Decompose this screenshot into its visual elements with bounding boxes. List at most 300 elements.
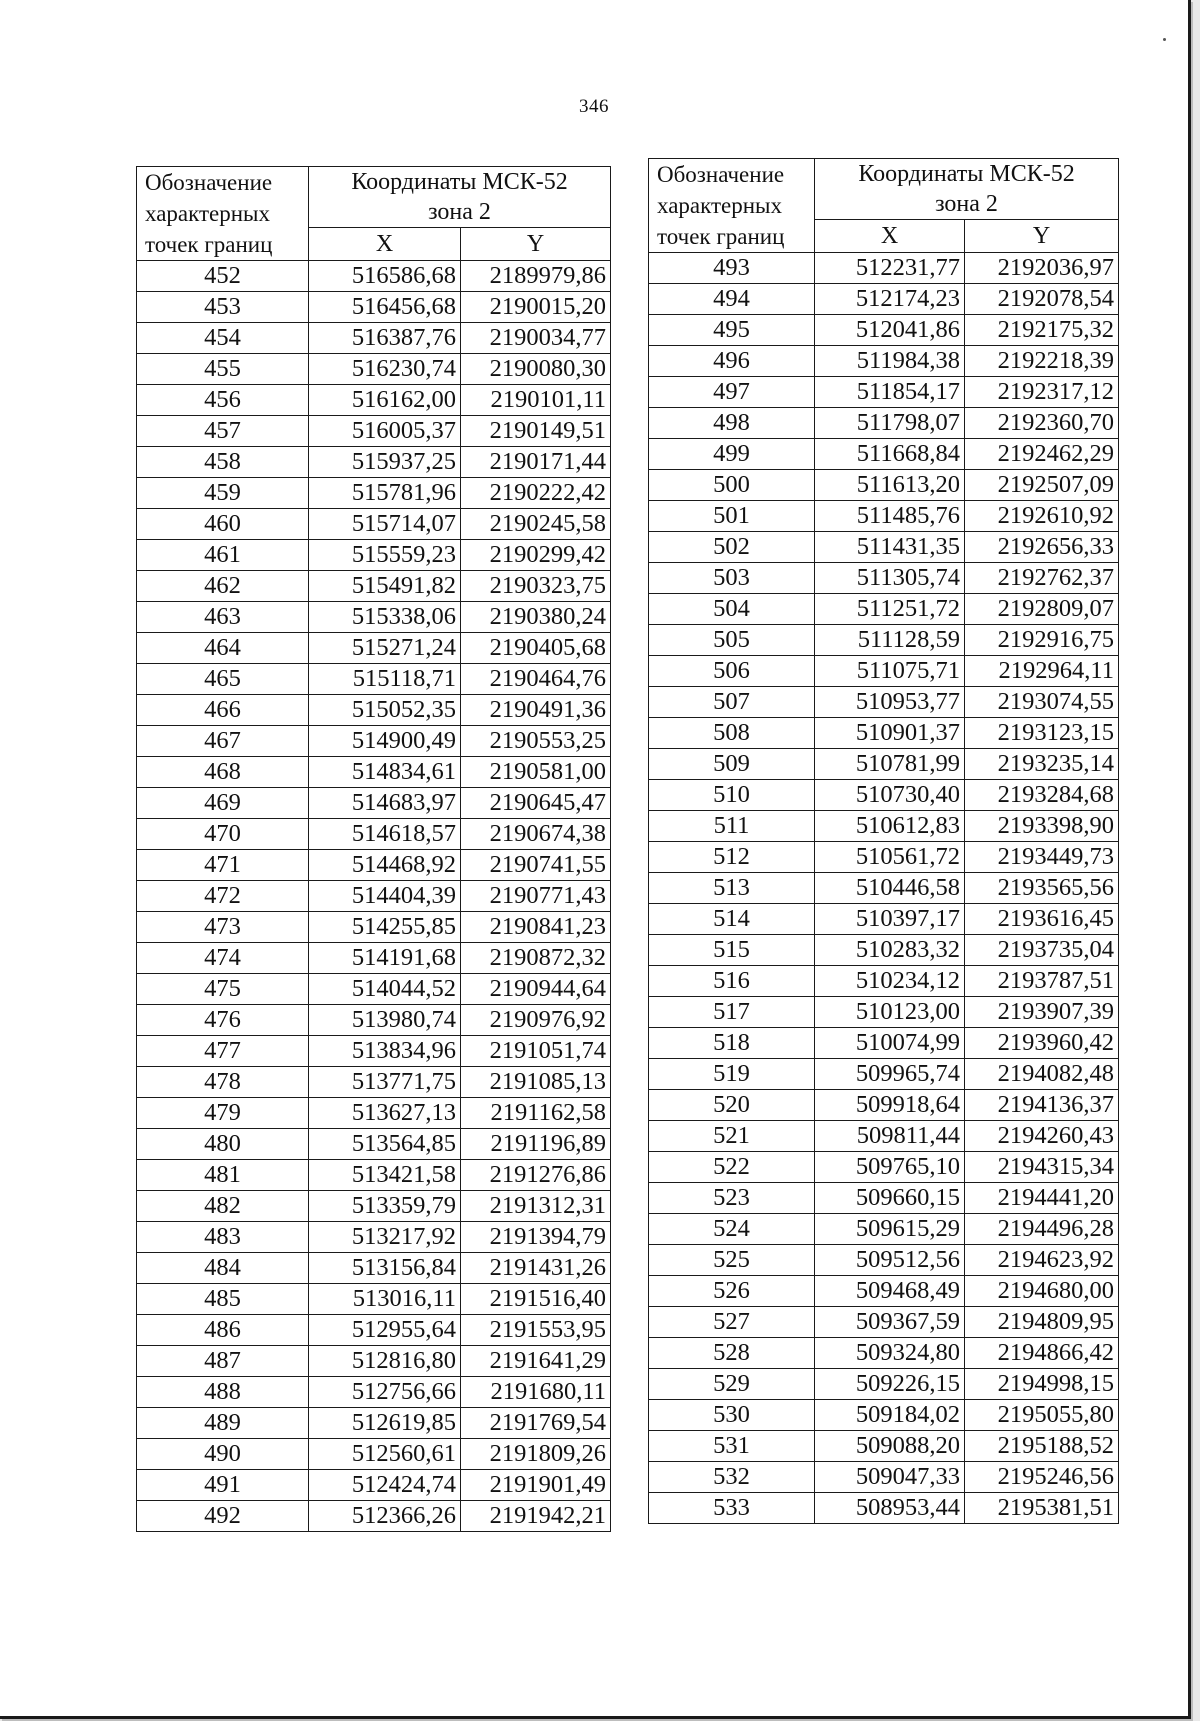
header-row-top bbox=[137, 167, 611, 228]
table-row bbox=[649, 997, 1119, 1028]
y-coordinate-cell: 2190491,36 bbox=[461, 695, 611, 726]
y-coordinate-cell: 2190149,51 bbox=[461, 416, 611, 447]
table-row bbox=[137, 1067, 611, 1098]
table-row bbox=[649, 470, 1119, 501]
x-coordinate-cell: 514191,68 bbox=[309, 943, 461, 974]
y-coordinate-cell: 2190080,30 bbox=[461, 354, 611, 385]
y-coordinate-cell: 2192656,33 bbox=[965, 532, 1119, 563]
x-coordinate-cell: 511854,17 bbox=[815, 377, 965, 408]
point-id-cell: 455 bbox=[137, 354, 309, 385]
x-coordinate-cell: 512231,77 bbox=[815, 253, 965, 284]
y-coordinate-cell: 2190944,64 bbox=[461, 974, 611, 1005]
x-coordinate-cell: 509468,49 bbox=[815, 1276, 965, 1307]
point-id-cell: 526 bbox=[649, 1276, 815, 1307]
y-coordinate-cell: 2190101,11 bbox=[461, 385, 611, 416]
y-coordinate-cell: 2194082,48 bbox=[965, 1059, 1119, 1090]
x-coordinate-cell: 515937,25 bbox=[309, 447, 461, 478]
x-coordinate-cell: 510781,99 bbox=[815, 749, 965, 780]
point-id-cell: 484 bbox=[137, 1253, 309, 1284]
y-coordinate-cell: 2190581,00 bbox=[461, 757, 611, 788]
table-row bbox=[137, 571, 611, 602]
x-coordinate-cell: 509811,44 bbox=[815, 1121, 965, 1152]
x-coordinate-cell: 511305,74 bbox=[815, 563, 965, 594]
point-id-cell: 520 bbox=[649, 1090, 815, 1121]
point-id-cell: 459 bbox=[137, 478, 309, 509]
table-row bbox=[137, 1222, 611, 1253]
x-coordinate-cell: 512366,26 bbox=[309, 1501, 461, 1532]
point-id-cell: 458 bbox=[137, 447, 309, 478]
table-row bbox=[137, 509, 611, 540]
x-coordinate-cell: 510234,12 bbox=[815, 966, 965, 997]
x-coordinate-cell: 512955,64 bbox=[309, 1315, 461, 1346]
y-coordinate-cell: 2190245,58 bbox=[461, 509, 611, 540]
x-coordinate-cell: 510901,37 bbox=[815, 718, 965, 749]
y-coordinate-cell: 2194441,20 bbox=[965, 1183, 1119, 1214]
x-coordinate-cell: 513359,79 bbox=[309, 1191, 461, 1222]
header-line: зона 2 bbox=[428, 199, 491, 225]
y-coordinate-cell: 2191394,79 bbox=[461, 1222, 611, 1253]
point-id-cell: 498 bbox=[649, 408, 815, 439]
x-coordinate-cell: 516005,37 bbox=[309, 416, 461, 447]
table-row bbox=[137, 1408, 611, 1439]
x-coordinate-cell: 510953,77 bbox=[815, 687, 965, 718]
point-id-cell: 491 bbox=[137, 1470, 309, 1501]
table-row bbox=[137, 633, 611, 664]
x-coordinate-cell: 513016,11 bbox=[309, 1284, 461, 1315]
table-row bbox=[649, 1338, 1119, 1369]
table-row bbox=[649, 966, 1119, 997]
y-coordinate-cell: 2190976,92 bbox=[461, 1005, 611, 1036]
y-coordinate-cell: 2191769,54 bbox=[461, 1408, 611, 1439]
point-id-cell: 521 bbox=[649, 1121, 815, 1152]
x-coordinate-cell: 515338,06 bbox=[309, 602, 461, 633]
y-coordinate-cell: 2194998,15 bbox=[965, 1369, 1119, 1400]
y-coordinate-cell: 2192610,92 bbox=[965, 501, 1119, 532]
header-line: Обозначение bbox=[657, 162, 785, 187]
x-coordinate-cell: 511984,38 bbox=[815, 346, 965, 377]
y-coordinate-cell: 2193735,04 bbox=[965, 935, 1119, 966]
point-id-cell: 513 bbox=[649, 873, 815, 904]
table-row bbox=[649, 749, 1119, 780]
table-row bbox=[137, 447, 611, 478]
y-coordinate-cell: 2194496,28 bbox=[965, 1214, 1119, 1245]
x-coordinate-cell: 511485,76 bbox=[815, 501, 965, 532]
table-row bbox=[649, 284, 1119, 315]
y-coordinate-cell: 2193284,68 bbox=[965, 780, 1119, 811]
x-coordinate-cell: 515559,23 bbox=[309, 540, 461, 571]
x-coordinate-cell: 513421,58 bbox=[309, 1160, 461, 1191]
table-row bbox=[649, 253, 1119, 284]
x-coordinate-cell: 510123,00 bbox=[815, 997, 965, 1028]
y-coordinate-cell: 2190171,44 bbox=[461, 447, 611, 478]
x-coordinate-cell: 509184,02 bbox=[815, 1400, 965, 1431]
x-coordinate-cell: 509918,64 bbox=[815, 1090, 965, 1121]
y-coordinate-cell: 2190299,42 bbox=[461, 540, 611, 571]
x-coordinate-cell: 512560,61 bbox=[309, 1439, 461, 1470]
x-coordinate-cell: 515271,24 bbox=[309, 633, 461, 664]
table-row bbox=[649, 315, 1119, 346]
table-row bbox=[649, 346, 1119, 377]
point-id-cell: 522 bbox=[649, 1152, 815, 1183]
x-coordinate-cell: 510074,99 bbox=[815, 1028, 965, 1059]
table-row bbox=[649, 842, 1119, 873]
x-coordinate-cell: 512174,23 bbox=[815, 284, 965, 315]
table-row bbox=[649, 718, 1119, 749]
point-id-cell: 514 bbox=[649, 904, 815, 935]
table-row bbox=[649, 1276, 1119, 1307]
table-row bbox=[137, 1191, 611, 1222]
y-coordinate-cell: 2192507,09 bbox=[965, 470, 1119, 501]
x-coordinate-cell: 509047,33 bbox=[815, 1462, 965, 1493]
point-id-cell: 500 bbox=[649, 470, 815, 501]
table-row bbox=[649, 1369, 1119, 1400]
x-coordinate-cell: 509512,56 bbox=[815, 1245, 965, 1276]
table-row bbox=[649, 439, 1119, 470]
point-id-cell: 465 bbox=[137, 664, 309, 695]
table-row bbox=[649, 377, 1119, 408]
x-coordinate-cell: 510561,72 bbox=[815, 842, 965, 873]
y-coordinate-cell: 2189979,86 bbox=[461, 261, 611, 292]
y-coordinate-cell: 2191051,74 bbox=[461, 1036, 611, 1067]
point-id-cell: 486 bbox=[137, 1315, 309, 1346]
y-coordinate-cell: 2194623,92 bbox=[965, 1245, 1119, 1276]
point-id-cell: 529 bbox=[649, 1369, 815, 1400]
y-coordinate-cell: 2193123,15 bbox=[965, 718, 1119, 749]
y-coordinate-cell: 2190771,43 bbox=[461, 881, 611, 912]
table-row bbox=[649, 594, 1119, 625]
table-row bbox=[649, 532, 1119, 563]
x-coordinate-cell: 514900,49 bbox=[309, 726, 461, 757]
x-coordinate-cell: 514683,97 bbox=[309, 788, 461, 819]
y-coordinate-cell: 2191680,11 bbox=[461, 1377, 611, 1408]
table-row bbox=[137, 1284, 611, 1315]
y-coordinate-cell: 2193616,45 bbox=[965, 904, 1119, 935]
y-coordinate-cell: 2190553,25 bbox=[461, 726, 611, 757]
table-row bbox=[137, 540, 611, 571]
x-coordinate-cell: 516387,76 bbox=[309, 323, 461, 354]
header-line: Обозначение bbox=[145, 170, 273, 195]
y-coordinate-cell: 2193787,51 bbox=[965, 966, 1119, 997]
point-id-cell: 483 bbox=[137, 1222, 309, 1253]
coordinate-system-header bbox=[815, 159, 1119, 220]
point-id-cell: 453 bbox=[137, 292, 309, 323]
point-id-cell: 479 bbox=[137, 1098, 309, 1129]
y-coordinate-cell: 2192809,07 bbox=[965, 594, 1119, 625]
x-coordinate-cell: 513834,96 bbox=[309, 1036, 461, 1067]
y-coordinate-cell: 2191085,13 bbox=[461, 1067, 611, 1098]
x-coordinate-cell: 509965,74 bbox=[815, 1059, 965, 1090]
point-id-cell: 485 bbox=[137, 1284, 309, 1315]
table-row bbox=[137, 912, 611, 943]
point-id-cell: 494 bbox=[649, 284, 815, 315]
y-coordinate-cell: 2190464,76 bbox=[461, 664, 611, 695]
x-coordinate-cell: 516586,68 bbox=[309, 261, 461, 292]
y-coordinate-cell: 2195055,80 bbox=[965, 1400, 1119, 1431]
table-row bbox=[649, 780, 1119, 811]
y-coordinate-cell: 2190674,38 bbox=[461, 819, 611, 850]
point-id-cell: 518 bbox=[649, 1028, 815, 1059]
y-coordinate-cell: 2190222,42 bbox=[461, 478, 611, 509]
header-line: точек границ bbox=[657, 224, 785, 249]
y-coordinate-cell: 2192916,75 bbox=[965, 625, 1119, 656]
y-coordinate-cell: 2191516,40 bbox=[461, 1284, 611, 1315]
table-row bbox=[137, 695, 611, 726]
table-row bbox=[137, 1098, 611, 1129]
point-id-cell: 476 bbox=[137, 1005, 309, 1036]
header-line: точек границ bbox=[145, 232, 273, 257]
x-coordinate-cell: 509226,15 bbox=[815, 1369, 965, 1400]
point-id-cell: 493 bbox=[649, 253, 815, 284]
point-id-cell: 474 bbox=[137, 943, 309, 974]
x-coordinate-cell: 509324,80 bbox=[815, 1338, 965, 1369]
x-column-header: X bbox=[309, 228, 461, 261]
y-coordinate-cell: 2190841,23 bbox=[461, 912, 611, 943]
table-row bbox=[649, 811, 1119, 842]
coordinates-table-right bbox=[648, 158, 1119, 1524]
y-coordinate-cell: 2192036,97 bbox=[965, 253, 1119, 284]
table-row bbox=[649, 1462, 1119, 1493]
point-id-cell: 527 bbox=[649, 1307, 815, 1338]
y-coordinate-cell: 2191196,89 bbox=[461, 1129, 611, 1160]
table-row bbox=[649, 1183, 1119, 1214]
table-row bbox=[137, 385, 611, 416]
y-coordinate-cell: 2193235,14 bbox=[965, 749, 1119, 780]
table-row bbox=[649, 1152, 1119, 1183]
x-coordinate-cell: 514404,39 bbox=[309, 881, 461, 912]
y-coordinate-cell: 2194809,95 bbox=[965, 1307, 1119, 1338]
table-row bbox=[137, 1377, 611, 1408]
table-row bbox=[649, 501, 1119, 532]
x-coordinate-cell: 511613,20 bbox=[815, 470, 965, 501]
point-id-cell: 457 bbox=[137, 416, 309, 447]
y-coordinate-cell: 2193960,42 bbox=[965, 1028, 1119, 1059]
table-row bbox=[649, 687, 1119, 718]
x-coordinate-cell: 516162,00 bbox=[309, 385, 461, 416]
table-row bbox=[137, 819, 611, 850]
y-coordinate-cell: 2190872,32 bbox=[461, 943, 611, 974]
table-row bbox=[137, 1129, 611, 1160]
header-line: Координаты МСК-52 bbox=[858, 161, 1075, 187]
table-row bbox=[137, 1501, 611, 1532]
x-coordinate-cell: 515118,71 bbox=[309, 664, 461, 695]
x-coordinate-cell: 511251,72 bbox=[815, 594, 965, 625]
point-id-cell: 487 bbox=[137, 1346, 309, 1377]
point-id-cell: 488 bbox=[137, 1377, 309, 1408]
header-line: зона 2 bbox=[935, 191, 998, 217]
table-row bbox=[649, 1090, 1119, 1121]
point-id-cell: 489 bbox=[137, 1408, 309, 1439]
point-id-cell: 492 bbox=[137, 1501, 309, 1532]
table-row bbox=[649, 408, 1119, 439]
y-coordinate-cell: 2193074,55 bbox=[965, 687, 1119, 718]
y-coordinate-cell: 2192078,54 bbox=[965, 284, 1119, 315]
header-line: Координаты МСК-52 bbox=[351, 169, 568, 195]
point-id-cell: 466 bbox=[137, 695, 309, 726]
point-id-cell: 506 bbox=[649, 656, 815, 687]
x-coordinate-cell: 511798,07 bbox=[815, 408, 965, 439]
x-coordinate-cell: 509765,10 bbox=[815, 1152, 965, 1183]
x-coordinate-cell: 513980,74 bbox=[309, 1005, 461, 1036]
point-id-cell: 482 bbox=[137, 1191, 309, 1222]
point-id-cell: 528 bbox=[649, 1338, 815, 1369]
table-row bbox=[137, 1005, 611, 1036]
table-row bbox=[649, 935, 1119, 966]
x-coordinate-cell: 514834,61 bbox=[309, 757, 461, 788]
y-coordinate-cell: 2192964,11 bbox=[965, 656, 1119, 687]
table-row bbox=[137, 354, 611, 385]
point-id-cell: 495 bbox=[649, 315, 815, 346]
table-row bbox=[649, 873, 1119, 904]
table-body-left bbox=[137, 261, 611, 1532]
x-coordinate-cell: 509088,20 bbox=[815, 1431, 965, 1462]
table-row bbox=[137, 664, 611, 695]
x-coordinate-cell: 509660,15 bbox=[815, 1183, 965, 1214]
point-id-cell: 469 bbox=[137, 788, 309, 819]
x-coordinate-cell: 512424,74 bbox=[309, 1470, 461, 1501]
y-coordinate-cell: 2193565,56 bbox=[965, 873, 1119, 904]
point-id-cell: 452 bbox=[137, 261, 309, 292]
point-id-cell: 507 bbox=[649, 687, 815, 718]
table-row bbox=[137, 261, 611, 292]
y-coordinate-cell: 2190741,55 bbox=[461, 850, 611, 881]
point-id-cell: 525 bbox=[649, 1245, 815, 1276]
point-id-cell: 478 bbox=[137, 1067, 309, 1098]
point-id-cell: 475 bbox=[137, 974, 309, 1005]
point-id-cell: 464 bbox=[137, 633, 309, 664]
table-row bbox=[649, 1121, 1119, 1152]
table-row bbox=[137, 1439, 611, 1470]
x-coordinate-cell: 512041,86 bbox=[815, 315, 965, 346]
point-id-cell: 531 bbox=[649, 1431, 815, 1462]
y-coordinate-cell: 2192462,29 bbox=[965, 439, 1119, 470]
table-row bbox=[137, 850, 611, 881]
table-row bbox=[649, 1028, 1119, 1059]
x-coordinate-cell: 509615,29 bbox=[815, 1214, 965, 1245]
table-row bbox=[137, 1160, 611, 1191]
y-coordinate-cell: 2190405,68 bbox=[461, 633, 611, 664]
point-id-cell: 481 bbox=[137, 1160, 309, 1191]
x-coordinate-cell: 511431,35 bbox=[815, 532, 965, 563]
point-designation-header bbox=[649, 159, 815, 253]
table-row bbox=[137, 292, 611, 323]
table-row bbox=[649, 1214, 1119, 1245]
y-coordinate-cell: 2191641,29 bbox=[461, 1346, 611, 1377]
table-row bbox=[137, 416, 611, 447]
point-id-cell: 511 bbox=[649, 811, 815, 842]
y-coordinate-cell: 2194315,34 bbox=[965, 1152, 1119, 1183]
point-id-cell: 490 bbox=[137, 1439, 309, 1470]
y-coordinate-cell: 2191553,95 bbox=[461, 1315, 611, 1346]
point-id-cell: 530 bbox=[649, 1400, 815, 1431]
point-id-cell: 473 bbox=[137, 912, 309, 943]
table-row bbox=[137, 726, 611, 757]
x-coordinate-cell: 513217,92 bbox=[309, 1222, 461, 1253]
coordinates-table-left bbox=[136, 166, 611, 1532]
table-row bbox=[137, 602, 611, 633]
x-coordinate-cell: 508953,44 bbox=[815, 1493, 965, 1524]
y-coordinate-cell: 2194866,42 bbox=[965, 1338, 1119, 1369]
y-coordinate-cell: 2191312,31 bbox=[461, 1191, 611, 1222]
y-coordinate-cell: 2194136,37 bbox=[965, 1090, 1119, 1121]
x-coordinate-cell: 512756,66 bbox=[309, 1377, 461, 1408]
y-coordinate-cell: 2194260,43 bbox=[965, 1121, 1119, 1152]
x-coordinate-cell: 509367,59 bbox=[815, 1307, 965, 1338]
table-row bbox=[137, 1470, 611, 1501]
point-id-cell: 523 bbox=[649, 1183, 815, 1214]
point-id-cell: 499 bbox=[649, 439, 815, 470]
point-id-cell: 509 bbox=[649, 749, 815, 780]
point-id-cell: 463 bbox=[137, 602, 309, 633]
table-row bbox=[137, 1346, 611, 1377]
point-id-cell: 480 bbox=[137, 1129, 309, 1160]
table-row bbox=[649, 1245, 1119, 1276]
x-coordinate-cell: 511075,71 bbox=[815, 656, 965, 687]
y-coordinate-cell: 2191276,86 bbox=[461, 1160, 611, 1191]
y-coordinate-cell: 2192360,70 bbox=[965, 408, 1119, 439]
point-id-cell: 471 bbox=[137, 850, 309, 881]
x-coordinate-cell: 511128,59 bbox=[815, 625, 965, 656]
x-coordinate-cell: 512619,85 bbox=[309, 1408, 461, 1439]
table-row bbox=[137, 1253, 611, 1284]
y-coordinate-cell: 2194680,00 bbox=[965, 1276, 1119, 1307]
point-id-cell: 533 bbox=[649, 1493, 815, 1524]
x-coordinate-cell: 510283,32 bbox=[815, 935, 965, 966]
table-row bbox=[649, 1400, 1119, 1431]
y-coordinate-cell: 2190380,24 bbox=[461, 602, 611, 633]
point-id-cell: 502 bbox=[649, 532, 815, 563]
point-id-cell: 515 bbox=[649, 935, 815, 966]
table-row bbox=[137, 881, 611, 912]
point-id-cell: 508 bbox=[649, 718, 815, 749]
y-coordinate-cell: 2190015,20 bbox=[461, 292, 611, 323]
x-coordinate-cell: 510730,40 bbox=[815, 780, 965, 811]
x-column-header: X bbox=[815, 220, 965, 253]
y-coordinate-cell: 2191942,21 bbox=[461, 1501, 611, 1532]
page-number: 346 bbox=[579, 96, 609, 117]
y-coordinate-cell: 2192218,39 bbox=[965, 346, 1119, 377]
y-column-header: Y bbox=[965, 220, 1119, 253]
x-coordinate-cell: 510446,58 bbox=[815, 873, 965, 904]
x-coordinate-cell: 516230,74 bbox=[309, 354, 461, 385]
table-row bbox=[137, 1036, 611, 1067]
x-coordinate-cell: 513627,13 bbox=[309, 1098, 461, 1129]
y-column-header: Y bbox=[461, 228, 611, 261]
point-id-cell: 517 bbox=[649, 997, 815, 1028]
y-coordinate-cell: 2193398,90 bbox=[965, 811, 1119, 842]
point-id-cell: 456 bbox=[137, 385, 309, 416]
point-id-cell: 497 bbox=[649, 377, 815, 408]
y-coordinate-cell: 2190645,47 bbox=[461, 788, 611, 819]
y-coordinate-cell: 2193449,73 bbox=[965, 842, 1119, 873]
table-row bbox=[649, 1493, 1119, 1524]
y-coordinate-cell: 2191431,26 bbox=[461, 1253, 611, 1284]
coordinate-system-header bbox=[309, 167, 611, 228]
y-coordinate-cell: 2190034,77 bbox=[461, 323, 611, 354]
point-designation-header bbox=[137, 167, 309, 261]
point-id-cell: 532 bbox=[649, 1462, 815, 1493]
x-coordinate-cell: 515491,82 bbox=[309, 571, 461, 602]
y-coordinate-cell: 2193907,39 bbox=[965, 997, 1119, 1028]
y-coordinate-cell: 2191901,49 bbox=[461, 1470, 611, 1501]
point-id-cell: 472 bbox=[137, 881, 309, 912]
point-id-cell: 461 bbox=[137, 540, 309, 571]
x-coordinate-cell: 514618,57 bbox=[309, 819, 461, 850]
point-id-cell: 524 bbox=[649, 1214, 815, 1245]
x-coordinate-cell: 515781,96 bbox=[309, 478, 461, 509]
point-id-cell: 467 bbox=[137, 726, 309, 757]
table-row bbox=[649, 1431, 1119, 1462]
y-coordinate-cell: 2195381,51 bbox=[965, 1493, 1119, 1524]
